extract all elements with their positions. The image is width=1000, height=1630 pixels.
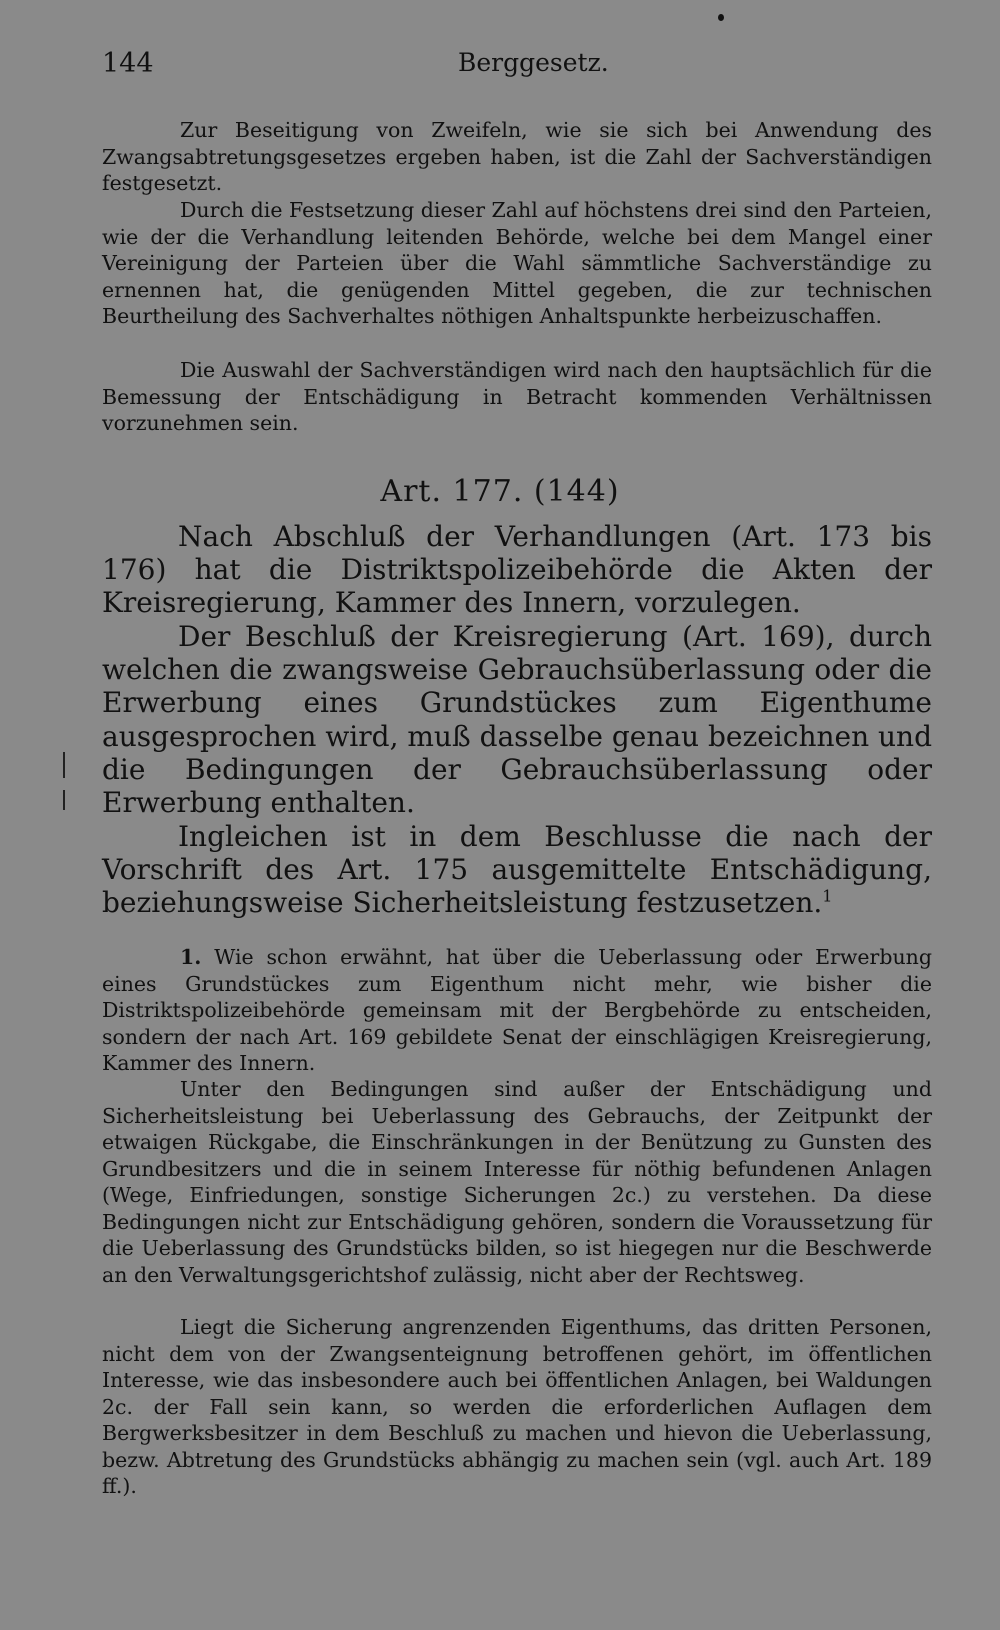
article-paragraph-2: Der Beschluß der Kreisregierung (Art. 169), durch welchen die zwangsweise Gebrauchsüberlassung oder die Erwerbung eines Grundstückes zum Eigenthume ausgesprochen wird, muß dasselbe genau bezeichnen und die Bedingungen der Gebrauchsüberlassung oder Erwerbung enthalten. [102, 620, 933, 820]
note-paragraph-2: Unter den Bedingungen sind außer der Entschädigung und Sicherheitsleistung bei Ueberlassung des Gebrauchs, der Zeitpunkt der etwaigen Rückgabe, die Einschränkungen in der Benützung zu Gunsten des Grundbesitzers und die in seinem Interesse für nöthig befundenen Anlagen (Wege, Einfriedungen, sonstige Sicherungen 2c.) zu verstehen. Da diese Bedingungen nicht zur Entschädigung gehören, sondern die Voraussetzung für die Ueberlassung des Grundstücks bilden, so ist hiegegen nur die Beschwerde an den Verwaltungsgerichtshof zulässig, nicht aber der Rechtsweg. [102, 1077, 932, 1287]
article-paragraph-3 [102, 820, 932, 920]
note-1-text: Wie schon erwähnt, hat über die Ueberlassung oder Erwerbung eines Grundstückes zum Eigenthum nicht mehr, wie bisher die Distriktspolizeibehörde gemeinsam mit der Bergbehörde zu entscheiden, sondern der nach Art. 169 gebildete Senat der einschlägigen Kreisregierung, Kammer des Innern. [102, 945, 932, 1075]
intro-paragraph-1: Zur Beseitigung von Zweifeln, wie sie sich bei Anwendung des Zwangsabtretungsgesetzes ergeben haben, ist die Zahl der Sachverständigen festgesetzt. [102, 118, 932, 196]
note-1 [102, 944, 932, 1077]
article-heading: Art. 177. (144) [380, 474, 620, 509]
margin-mark-2 [63, 790, 65, 810]
page-number: 144 [102, 48, 154, 79]
note-number: 1. [180, 945, 202, 969]
intro-paragraph-2: Durch die Festsetzung dieser Zahl auf höchstens drei sind den Parteien, wie der die Verhandlung leitenden Behörde, welche bei dem Mangel einer Vereinigung der Parteien über die Wahl sämmtliche Sachverständige zu ernennen hat, die genügenden Mittel gegeben, die zur technischen Beurtheilung des Sachverhaltes nöthigen Anhaltspunkte herbeizuschaffen. [102, 198, 932, 329]
note-paragraph-3: Liegt die Sicherung angrenzenden Eigenthums, das dritten Personen, nicht dem von der Zwangsenteignung betroffenen gehört, im öffentlichen Interesse, wie das insbesondere auch bei öffentlichen Anlagen, bei Waldungen 2c. der Fall sein kann, so werden die erforderlichen Auflagen dem Bergwerksbesitzer in dem Beschluß zu machen und hievon die Ueberlassung, bezw. Abtretung des Grundstücks abhängig zu machen sein (vgl. auch Art. 189 ff.). [102, 1315, 932, 1498]
ink-dot [718, 14, 724, 21]
footnote-ref: 1 [822, 887, 833, 907]
article-paragraph-3-text: Ingleichen ist in dem Beschlusse die nach der Vorschrift des Art. 175 ausgemittelte Entschädigung, beziehungsweise Sicherheitsleistung festzusetzen. [102, 820, 932, 920]
margin-mark-1 [63, 752, 65, 778]
running-head: Berggesetz. [458, 48, 609, 77]
article-paragraph-1: Nach Abschluß der Verhandlungen (Art. 173 bis 176) hat die Distriktspolizeibehörde die Akten der Kreisregierung, Kammer des Innern, vorzulegen. [102, 520, 932, 620]
page-header [102, 48, 932, 88]
intro-paragraph-3: Die Auswahl der Sachverständigen wird nach den hauptsächlich für die Bemessung der Entschädigung in Betracht kommenden Verhältnissen vorzunehmen sein. [102, 358, 932, 436]
